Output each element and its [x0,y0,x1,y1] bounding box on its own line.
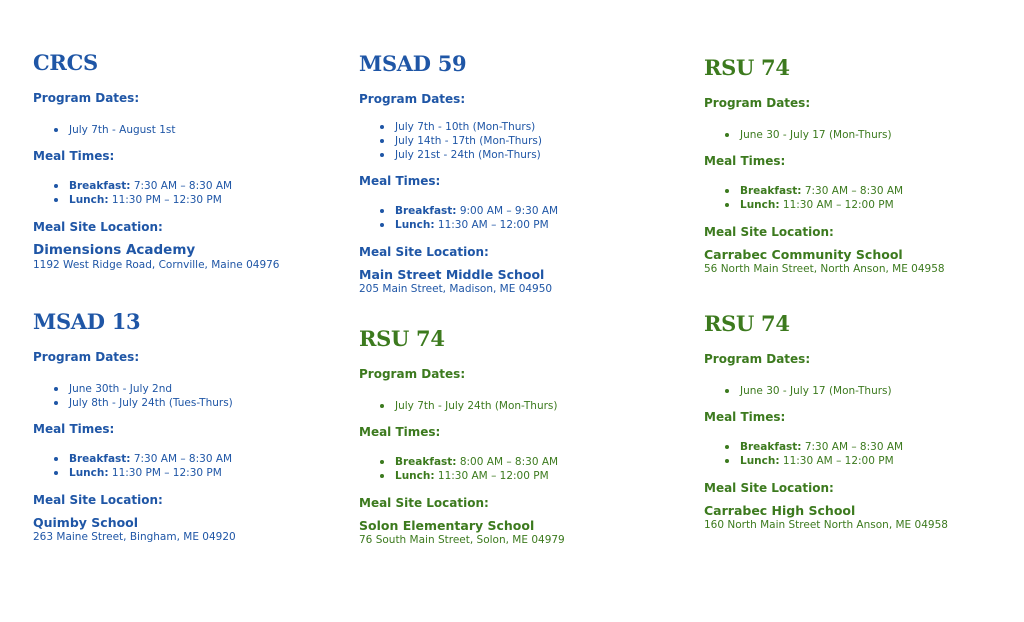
site-address: 1192 West Ridge Road, Cornville, Maine 04976 [33,259,280,271]
program-date-item: July 14th - 17th (Mon-Thurs) [395,134,659,148]
site-name: Dimensions Academy [33,242,196,258]
lunch-time: 11:30 PM – 12:30 PM [111,467,222,479]
breakfast-item [69,452,333,466]
program-title: CRCS [33,50,98,75]
program-card-msad-13 [33,309,333,543]
meal-times-label: Meal Times: [704,410,786,424]
breakfast-label: Breakfast: [69,180,131,192]
lunch-time: 11:30 AM – 12:00 PM [437,219,549,231]
breakfast-time: 8:00 AM – 8:30 AM [459,456,559,468]
site-address: 263 Maine Street, Bingham, ME 04920 [33,531,236,543]
breakfast-item [740,184,1004,198]
lunch-time: 11:30 AM – 12:00 PM [782,455,894,467]
program-card-rsu-74-solon [359,326,659,546]
lunch-time: 11:30 AM – 12:00 PM [437,470,549,482]
program-dates-label: Program Dates: [359,92,466,106]
site-name: Carrabec Community School [704,247,903,262]
site-address: 205 Main Street, Madison, ME 04950 [359,283,553,295]
program-dates-list [33,123,333,137]
program-title: MSAD 13 [33,309,141,334]
program-title: RSU 74 [359,326,445,351]
meal-times-list [33,452,333,480]
program-card-rsu-74-carrabec-high [704,311,1004,531]
breakfast-label: Breakfast: [395,205,457,217]
program-dates-label: Program Dates: [33,350,140,364]
breakfast-item [395,204,659,218]
breakfast-label: Breakfast: [740,185,802,197]
meal-site-label: Meal Site Location: [33,220,163,234]
program-date-item: July 7th - July 24th (Mon-Thurs) [395,399,659,413]
breakfast-item [395,455,659,469]
lunch-label: Lunch: [740,199,780,211]
site-name: Solon Elementary School [359,518,535,533]
breakfast-time: 7:30 AM – 8:30 AM [804,185,904,197]
program-dates-label: Program Dates: [359,367,466,381]
program-title: MSAD 59 [359,51,467,76]
program-card-msad-59 [359,51,659,295]
lunch-item [395,469,659,483]
meal-times-label: Meal Times: [33,149,115,163]
breakfast-time: 9:00 AM – 9:30 AM [459,205,559,217]
site-address: 56 North Main Street, North Anson, ME 04958 [704,263,945,275]
meal-times-list [704,184,1004,212]
program-date-item: July 8th - July 24th (Tues-Thurs) [69,396,333,410]
program-date-item: June 30 - July 17 (Mon-Thurs) [740,384,1004,398]
lunch-time: 11:30 PM – 12:30 PM [111,194,222,206]
lunch-label: Lunch: [69,467,109,479]
meal-site-label: Meal Site Location: [359,245,489,259]
lunch-item [69,466,333,480]
program-dates-label: Program Dates: [704,352,811,366]
program-title: RSU 74 [704,311,790,336]
meal-times-list [359,204,659,232]
program-dates-list [704,128,1004,142]
site-name: Carrabec High School [704,503,856,518]
breakfast-time: 7:30 AM – 8:30 AM [133,453,233,465]
breakfast-label: Breakfast: [69,453,131,465]
meal-site-label: Meal Site Location: [704,225,834,239]
breakfast-item [69,179,333,193]
lunch-label: Lunch: [395,219,435,231]
meal-times-list [33,179,333,207]
breakfast-label: Breakfast: [740,441,802,453]
program-date-item: July 7th - 10th (Mon-Thurs) [395,120,659,134]
meal-times-list [704,440,1004,468]
lunch-time: 11:30 AM – 12:00 PM [782,199,894,211]
lunch-item [69,193,333,207]
program-dates-list [33,382,333,410]
breakfast-item [740,440,1004,454]
breakfast-label: Breakfast: [395,456,457,468]
program-dates-list [359,120,659,162]
program-date-item: June 30th - July 2nd [69,382,333,396]
lunch-item [395,218,659,232]
site-address: 76 South Main Street, Solon, ME 04979 [359,534,565,546]
meal-times-label: Meal Times: [359,425,441,439]
lunch-label: Lunch: [395,470,435,482]
lunch-label: Lunch: [740,455,780,467]
meal-times-label: Meal Times: [704,154,786,168]
lunch-label: Lunch: [69,194,109,206]
meal-site-label: Meal Site Location: [359,496,489,510]
program-dates-list [704,384,1004,398]
meal-site-label: Meal Site Location: [704,481,834,495]
breakfast-time: 7:30 AM – 8:30 AM [804,441,904,453]
program-dates-label: Program Dates: [33,91,140,105]
meal-site-label: Meal Site Location: [33,493,163,507]
program-date-item: July 7th - August 1st [69,123,333,137]
program-date-item: July 21st - 24th (Mon-Thurs) [395,148,659,162]
meal-times-label: Meal Times: [33,422,115,436]
program-dates-label: Program Dates: [704,96,811,110]
program-dates-list [359,399,659,413]
meal-times-label: Meal Times: [359,174,441,188]
breakfast-time: 7:30 AM – 8:30 AM [133,180,233,192]
lunch-item [740,198,1004,212]
program-card-crcs [33,50,333,271]
site-name: Main Street Middle School [359,267,545,282]
program-date-item: June 30 - July 17 (Mon-Thurs) [740,128,1004,142]
program-title: RSU 74 [704,55,790,80]
meal-times-list [359,455,659,483]
program-card-rsu-74-carrabec-community [704,55,1004,275]
lunch-item [740,454,1004,468]
site-name: Quimby School [33,515,139,530]
site-address: 160 North Main Street North Anson, ME 04958 [704,519,948,531]
